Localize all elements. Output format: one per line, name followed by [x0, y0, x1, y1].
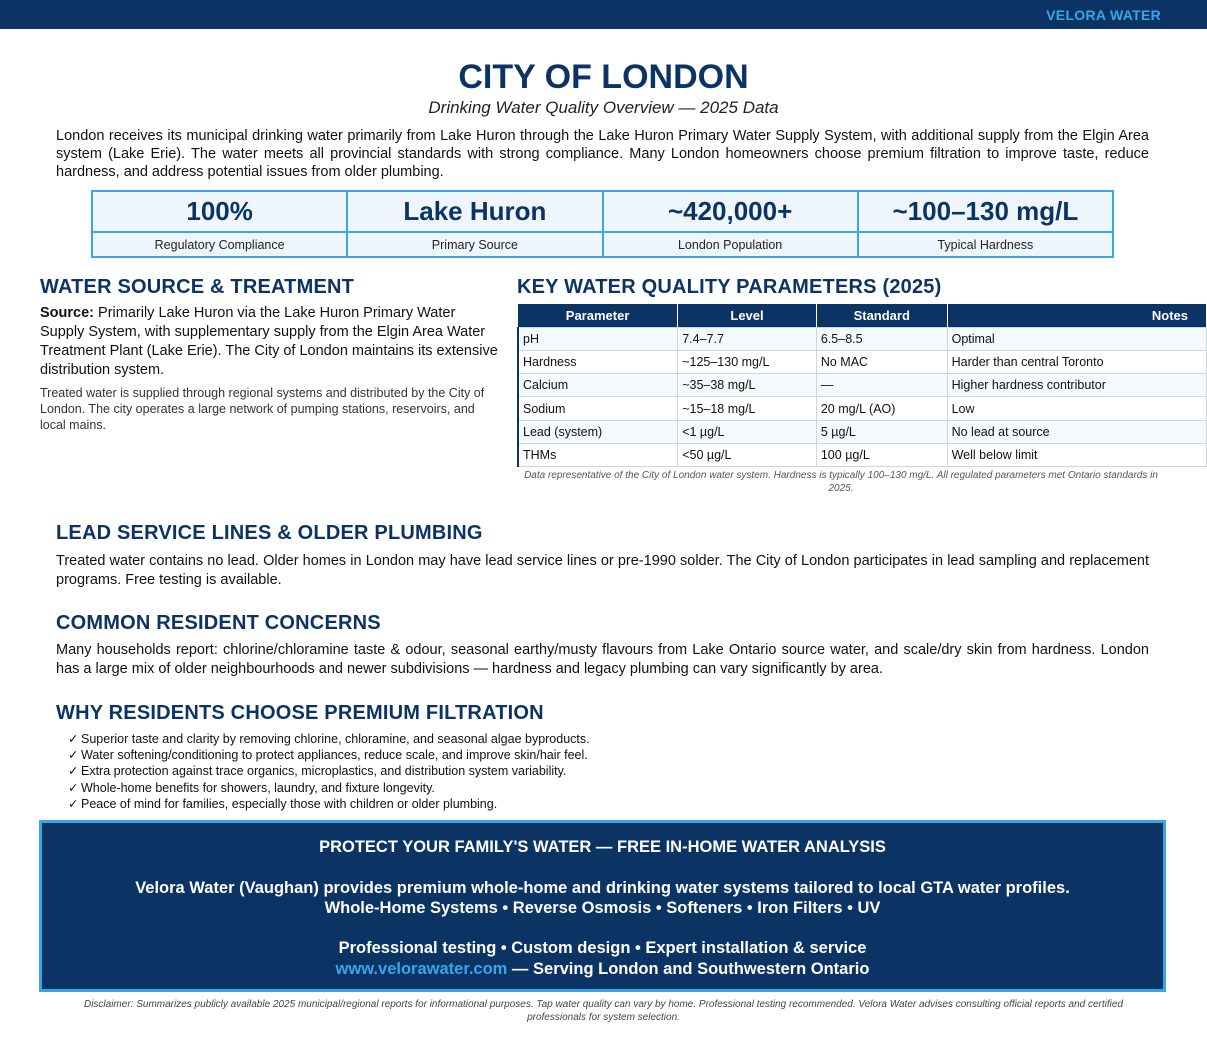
- list-item-text: Whole-home benefits for showers, laundry, and fixture longevity.: [81, 780, 435, 795]
- table-cell: Harder than central Toronto: [947, 350, 1206, 373]
- website-link[interactable]: www.velorawater.com: [335, 960, 508, 978]
- list-item-text: Water softening/conditioning to protect appliances, reduce scale, and improve skin/hair feel.: [81, 748, 588, 763]
- source-block: [40, 304, 498, 433]
- list-item-text: Extra protection against trace organics, microplastics, and distribution system variability.: [81, 764, 567, 779]
- parameters-table: [517, 304, 1207, 467]
- table-cell: 6.5–8.5: [816, 327, 947, 350]
- stat-value: 100%: [93, 192, 346, 233]
- table-cell: ~15–18 mg/L: [678, 397, 817, 420]
- table-row: [518, 443, 1207, 466]
- filtration-heading: WHY RESIDENTS CHOOSE PREMIUM FILTRATION: [56, 702, 544, 724]
- lead-heading: LEAD SERVICE LINES & OLDER PLUMBING: [56, 522, 483, 544]
- table-cell: <1 µg/L: [678, 420, 817, 443]
- column-header-parameter: Parameter: [518, 304, 678, 327]
- top-bar: [0, 0, 1207, 29]
- table-cell: 7.4–7.7: [678, 327, 817, 350]
- column-header-standard: Standard: [816, 304, 947, 327]
- cta-banner: [39, 820, 1166, 992]
- table-cell: No lead at source: [947, 420, 1206, 443]
- list-item: [68, 780, 590, 796]
- source-paragraph: [40, 304, 498, 380]
- stat-compliance: [93, 192, 348, 256]
- intro-paragraph: London receives its municipal drinking water primarily from Lake Huron through the Lake Huron Primary Water Supply System, with additional supply from the Elgin Area system (Lake Erie). The water meets all provincial standards with strong compliance. Many London homeowners choose premium filtration to improve taste, reduce hardness, and address potential issues from older plumbing.: [56, 128, 1149, 180]
- stat-value: ~420,000+: [604, 192, 857, 233]
- table-cell: Low: [947, 397, 1206, 420]
- table-row: [518, 350, 1207, 373]
- table-cell: pH: [518, 327, 678, 350]
- cta-contact-line: [42, 960, 1163, 979]
- table-cell: ~125–130 mg/L: [678, 350, 817, 373]
- table-row: [518, 397, 1207, 420]
- parameters-heading: KEY WATER QUALITY PARAMETERS (2025): [517, 276, 942, 298]
- checkmark-icon: ✓: [68, 764, 79, 779]
- table-cell: Well below limit: [947, 443, 1206, 466]
- cta-line-2: Whole-Home Systems • Reverse Osmosis • Softeners • Iron Filters • UV: [324, 899, 881, 917]
- table-row: [518, 374, 1207, 397]
- checkmark-icon: ✓: [68, 780, 79, 795]
- list-item: [68, 747, 590, 763]
- cta-line-1: Velora Water (Vaughan) provides premium whole-home and drinking water systems tailored to local GTA water profiles.: [135, 879, 1070, 897]
- checkmark-icon: ✓: [68, 748, 79, 763]
- table-cell: Sodium: [518, 397, 678, 420]
- lead-paragraph: Treated water contains no lead. Older homes in London may have lead service lines or pre-1990 solder. The City of London participates in lead sampling and replacement programs. Free testing is available.: [56, 553, 1149, 588]
- disclaimer: Disclaimer: Summarizes publicly available 2025 municipal/regional reports for informational purposes. Tap water quality can vary by home. Professional testing recommended. Velora Water advises consulting official reports and certified professionals for system selection.: [83, 999, 1124, 1023]
- table-cell: Higher hardness contributor: [947, 374, 1206, 397]
- stat-label: Regulatory Compliance: [154, 237, 285, 252]
- stats-panel: [91, 190, 1114, 258]
- brand-name: VELORA WATER: [1046, 7, 1161, 23]
- cta-line-3: Professional testing • Custom design • Expert installation & service: [338, 939, 867, 957]
- table-cell: Optimal: [947, 327, 1206, 350]
- table-header-row: [518, 304, 1207, 327]
- table-cell: 20 mg/L (AO): [816, 397, 947, 420]
- list-item-text: Superior taste and clarity by removing chlorine, chloramine, and seasonal algae byproducts.: [81, 732, 590, 746]
- list-item: [68, 731, 590, 747]
- cta-heading: PROTECT YOUR FAMILY'S WATER — FREE IN-HOME WATER ANALYSIS: [319, 838, 886, 856]
- source-text: Primarily Lake Huron via the Lake Huron Primary Water Supply System, with supplementary supply from the Elgin Area Water Treatment Plant (Lake Erie). The City of London maintains its extensive distribution system.: [40, 305, 498, 378]
- list-item-text: Peace of mind for families, especially those with children or older plumbing.: [81, 796, 498, 811]
- table-cell: Lead (system): [518, 420, 678, 443]
- source-label: Source:: [40, 305, 94, 321]
- table-cell: 100 µg/L: [816, 443, 947, 466]
- table-cell: <50 µg/L: [678, 443, 817, 466]
- table-cell: ~35–38 mg/L: [678, 374, 817, 397]
- stat-label: London Population: [677, 237, 783, 252]
- table-cell: Calcium: [518, 374, 678, 397]
- list-item: [68, 763, 590, 779]
- stat-label: Primary Source: [431, 237, 518, 252]
- table-row: [518, 420, 1207, 443]
- checkmark-icon: ✓: [68, 732, 79, 746]
- stat-label: Typical Hardness: [937, 237, 1034, 252]
- stat-population: [604, 192, 859, 256]
- stat-source: [348, 192, 603, 256]
- column-header-notes: Notes: [947, 304, 1206, 327]
- stat-hardness: [859, 192, 1112, 256]
- concerns-heading: COMMON RESIDENT CONCERNS: [56, 612, 381, 634]
- page-subtitle: Drinking Water Quality Overview — 2025 Data: [428, 98, 779, 117]
- benefits-list: [68, 731, 590, 812]
- table-cell: —: [816, 374, 947, 397]
- stat-value: ~100–130 mg/L: [859, 192, 1112, 233]
- source-subtext: Treated water is supplied through regional systems and distributed by the City of London. The city operates a large network of pumping stations, reservoirs, and local mains.: [40, 386, 485, 432]
- stat-value: Lake Huron: [348, 192, 601, 233]
- table-row: [518, 327, 1207, 350]
- source-heading: WATER SOURCE & TREATMENT: [40, 276, 355, 298]
- table-cell: Hardness: [518, 350, 678, 373]
- cta-contact-suffix: — Serving London and Southwestern Ontario: [507, 960, 870, 978]
- checkmark-icon: ✓: [68, 796, 79, 811]
- list-item: [68, 796, 590, 812]
- table-cell: 5 µg/L: [816, 420, 947, 443]
- table-cell: THMs: [518, 443, 678, 466]
- table-footnote: Data representative of the City of London water system. Hardness is typically 100–130 mg/L. All regulated parameters met Ontario standards in 2025.: [524, 470, 1158, 494]
- column-header-level: Level: [678, 304, 817, 327]
- page-title: CITY OF LONDON: [458, 58, 749, 96]
- table-cell: No MAC: [816, 350, 947, 373]
- concerns-paragraph: Many households report: chlorine/chloramine taste & odour, seasonal earthy/musty flavours from Lake Ontario source water, and scale/dry skin from hardness. London has a large mix of older neighbourhoods and newer subdivisions — hardness and legacy plumbing can vary significantly by area.: [56, 642, 1149, 677]
